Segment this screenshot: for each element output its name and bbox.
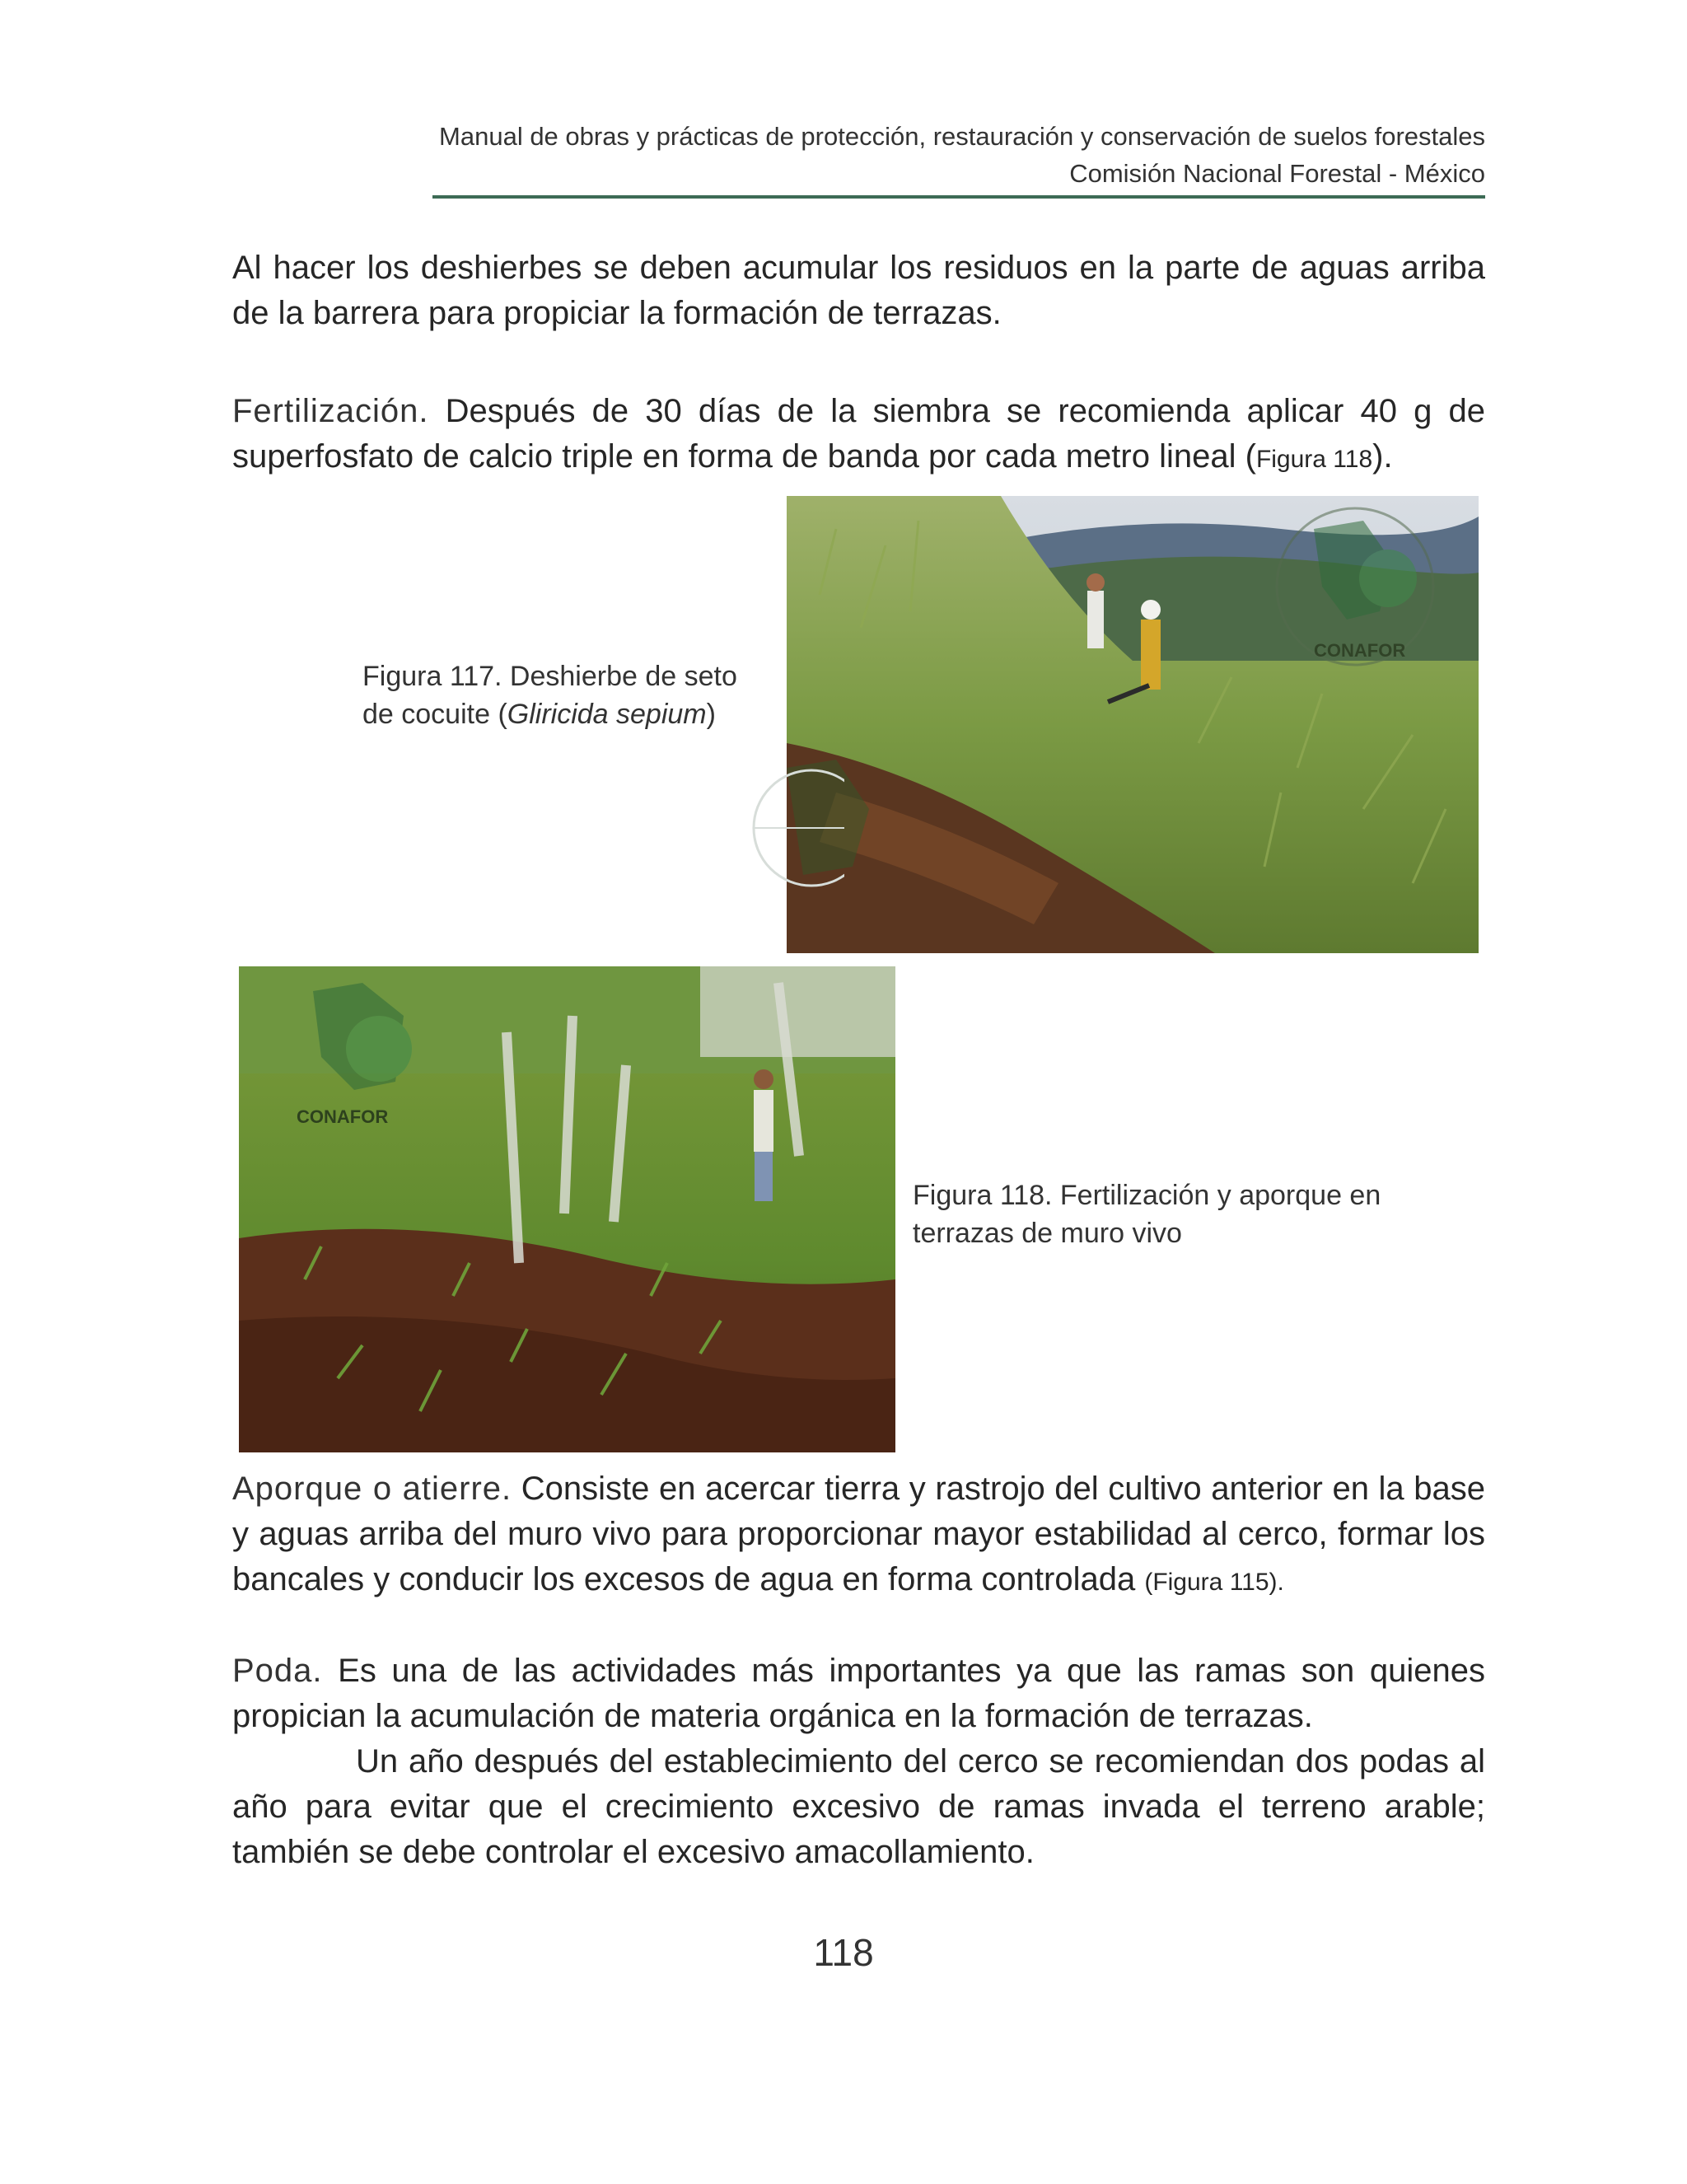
paragraph-fertilization	[232, 389, 1485, 482]
hilling-heading: Aporque o atierre.	[232, 1471, 512, 1507]
paragraph-hilling	[232, 1466, 1485, 1605]
figure-117-species: Gliricida sepium	[507, 699, 707, 730]
running-header	[432, 118, 1485, 192]
figure-118-caption: Figura 118. Fertilización y aporque en terrazas de muro vivo	[913, 1180, 1381, 1249]
page-number: 118	[813, 1931, 874, 1974]
pruning-text: Es una de las actividades más importantes ya que las ramas son quienes propician la acumulación de materia orgánica en la formación de terrazas.	[232, 1653, 1485, 1734]
figure-118-watermark: CONAFOR	[297, 1106, 389, 1127]
pruning-heading: Poda.	[232, 1653, 323, 1689]
figure-118-reference: Figura 118	[1255, 446, 1373, 473]
header-organization: Comisión Nacional Forestal - México	[1069, 159, 1485, 188]
paragraph-weeding: Al hacer los deshierbes se deben acumular los residuos en la parte de aguas arriba de la barrera para propiciar la formación de terrazas.	[232, 250, 1485, 331]
hilling-text: Consiste en acercar tierra y rastrojo del cultivo anterior en la base y aguas arriba del muro vivo para proporcionar mayor estabilidad al cerco, formar los bancales y conducir los excesos de agua en forma controlada	[232, 1471, 1485, 1597]
header-divider	[432, 195, 1485, 199]
fertilization-heading: Fertilización.	[232, 393, 429, 429]
figure-117-caption	[362, 657, 766, 733]
paragraph-pruning	[232, 1649, 1485, 1739]
figure-115-reference: (Figura 115).	[1144, 1569, 1284, 1596]
figure-117-photo	[787, 496, 1479, 953]
seal-watermark	[745, 762, 844, 894]
figure-118-photo	[239, 966, 895, 1452]
figure-117-caption-text: Figura 117. Deshierbe de seto de cocuite (	[362, 661, 737, 730]
fertilization-end: ).	[1372, 438, 1393, 475]
header-title: Manual de obras y prácticas de protección, restauración y conservación de suelos forestales	[439, 122, 1485, 151]
figure-117-caption-end: )	[706, 699, 716, 730]
figure-117-watermark: CONAFOR	[1314, 640, 1406, 661]
fertilization-text: Después de 30 días de la siembra se recomienda aplicar 40 g de superfosfato de calcio triple en forma de banda por cada metro lineal (	[232, 393, 1485, 475]
paragraph-pruning-schedule: Un año después del establecimiento del cerco se recomiendan dos podas al año para evitar que el crecimiento excesivo de ramas invada el terreno arable; también se debe controlar el excesivo amacollamiento.	[232, 1743, 1485, 1870]
